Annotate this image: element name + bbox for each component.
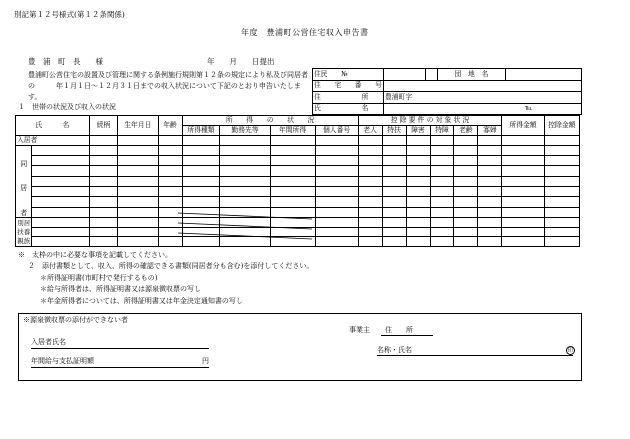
cell[interactable] bbox=[89, 237, 117, 247]
cell[interactable] bbox=[220, 218, 270, 228]
deduction-col-header: 老人 bbox=[358, 126, 382, 136]
cell[interactable] bbox=[89, 145, 117, 155]
cell[interactable] bbox=[478, 156, 502, 166]
deduction-col-header: 特扶 bbox=[382, 126, 406, 136]
cell[interactable] bbox=[406, 176, 430, 186]
cell[interactable] bbox=[454, 156, 478, 166]
employer-address-field[interactable]: 住 所 bbox=[381, 327, 433, 336]
cell[interactable] bbox=[270, 187, 315, 197]
cell[interactable] bbox=[315, 166, 358, 176]
table-row bbox=[16, 207, 580, 217]
cell[interactable] bbox=[118, 176, 159, 186]
note-bullet: ＊所得証明書(市町村で発行するもの) bbox=[40, 273, 158, 282]
cell[interactable] bbox=[220, 166, 270, 176]
note-item: ２ 添付書類として、収入、所得の確認できる書類(同居者分も含む)を添付してください。 bbox=[28, 262, 314, 271]
cell[interactable] bbox=[89, 176, 117, 186]
cell[interactable] bbox=[454, 207, 478, 217]
cell[interactable] bbox=[544, 237, 579, 247]
employer-label: 事業主 bbox=[349, 326, 370, 334]
annual-salary-label: 年間給与支払証明額 bbox=[31, 357, 94, 365]
cell[interactable] bbox=[220, 176, 270, 186]
annual-income-header: 年間所得 bbox=[270, 126, 315, 136]
cell[interactable] bbox=[406, 145, 430, 155]
cell[interactable] bbox=[406, 166, 430, 176]
cell[interactable] bbox=[382, 207, 406, 217]
cell[interactable] bbox=[32, 176, 89, 186]
cell[interactable] bbox=[358, 145, 382, 155]
employer-name-field[interactable]: 名称・氏名 bbox=[377, 347, 573, 356]
cell[interactable] bbox=[502, 197, 544, 207]
cell[interactable] bbox=[478, 176, 502, 186]
cell[interactable] bbox=[406, 187, 430, 197]
name-tel-field[interactable] bbox=[383, 103, 581, 115]
cell[interactable] bbox=[430, 145, 454, 155]
addressee: 豊 浦 町 長 様 bbox=[28, 57, 103, 66]
cell[interactable] bbox=[502, 176, 544, 186]
cell[interactable] bbox=[502, 136, 544, 146]
cell[interactable] bbox=[315, 218, 358, 228]
cell[interactable] bbox=[478, 227, 502, 237]
cell[interactable] bbox=[430, 227, 454, 237]
cell[interactable] bbox=[478, 166, 502, 176]
cell[interactable] bbox=[430, 176, 454, 186]
cell[interactable] bbox=[358, 237, 382, 247]
table-row bbox=[16, 237, 580, 247]
name-header: 氏 名 bbox=[16, 116, 90, 136]
document-title: 年度 豊浦町公営住宅収入申告書 bbox=[241, 28, 369, 37]
cell[interactable] bbox=[158, 136, 182, 146]
resident-name-field[interactable]: 入居者氏名 bbox=[31, 339, 209, 349]
table-row bbox=[16, 176, 580, 186]
table-row bbox=[16, 187, 580, 197]
house-no-label: 住 宅 番 号 bbox=[313, 80, 384, 92]
cell[interactable] bbox=[32, 156, 89, 166]
cell[interactable] bbox=[89, 227, 117, 237]
applicant-info-table bbox=[312, 68, 582, 115]
cell[interactable] bbox=[158, 237, 182, 247]
cell[interactable] bbox=[430, 197, 454, 207]
cell[interactable] bbox=[158, 207, 182, 217]
cell[interactable] bbox=[32, 227, 89, 237]
cell[interactable] bbox=[220, 197, 270, 207]
cell[interactable] bbox=[406, 237, 430, 247]
cell[interactable] bbox=[358, 176, 382, 186]
cell[interactable] bbox=[158, 145, 182, 155]
cell[interactable] bbox=[89, 136, 117, 146]
cell[interactable] bbox=[478, 237, 502, 247]
birthdate-header: 生年月日 bbox=[118, 116, 159, 136]
annual-salary-field[interactable] bbox=[31, 358, 209, 368]
cell[interactable] bbox=[478, 197, 502, 207]
cell[interactable] bbox=[32, 197, 89, 207]
cell[interactable] bbox=[502, 207, 544, 217]
cell[interactable] bbox=[270, 197, 315, 207]
cell[interactable] bbox=[358, 227, 382, 237]
cell[interactable] bbox=[430, 218, 454, 228]
cell[interactable] bbox=[544, 207, 579, 217]
cell[interactable] bbox=[220, 187, 270, 197]
cell[interactable] bbox=[182, 237, 220, 247]
cell[interactable] bbox=[502, 166, 544, 176]
house-no-field[interactable] bbox=[383, 80, 581, 92]
note-item: ※ 太枠の中に必要な事項を記載してください。 bbox=[18, 251, 172, 259]
cell[interactable] bbox=[315, 197, 358, 207]
cell[interactable] bbox=[315, 145, 358, 155]
cell[interactable] bbox=[315, 176, 358, 186]
cell[interactable] bbox=[182, 166, 220, 176]
cell[interactable] bbox=[89, 166, 117, 176]
table-row bbox=[16, 218, 580, 228]
cell[interactable] bbox=[454, 136, 478, 146]
cell[interactable] bbox=[382, 227, 406, 237]
cell[interactable] bbox=[32, 207, 89, 217]
cell[interactable] bbox=[502, 237, 544, 247]
cell[interactable] bbox=[478, 187, 502, 197]
cell[interactable] bbox=[382, 156, 406, 166]
cell[interactable] bbox=[118, 136, 159, 146]
tel-label: ℡ bbox=[524, 104, 533, 113]
cell[interactable] bbox=[158, 156, 182, 166]
cell[interactable] bbox=[454, 227, 478, 237]
cell[interactable] bbox=[270, 227, 315, 237]
cell[interactable] bbox=[454, 218, 478, 228]
cell[interactable] bbox=[270, 176, 315, 186]
cell[interactable] bbox=[358, 218, 382, 228]
intro-paragraph: 豊浦町公営住宅の設置及び管理に関する条例施行規則第１２条の規定により私及び同居者の 年１月１日〜１２月３１日までの収入状況について下記のとおり申告いたします。 bbox=[28, 71, 308, 101]
cell[interactable] bbox=[544, 227, 579, 237]
cell[interactable] bbox=[270, 166, 315, 176]
cell[interactable] bbox=[270, 237, 315, 247]
cell[interactable] bbox=[315, 136, 358, 146]
cell[interactable] bbox=[220, 207, 270, 217]
spacer-cell bbox=[425, 69, 437, 81]
cell[interactable] bbox=[89, 156, 117, 166]
cell[interactable] bbox=[158, 187, 182, 197]
deduction-col-header: 寡婦 bbox=[478, 126, 502, 136]
cell[interactable] bbox=[118, 145, 159, 155]
section-heading: １ 世帯の状況及び収入の状況 bbox=[18, 103, 116, 111]
cell[interactable] bbox=[382, 218, 406, 228]
cell[interactable] bbox=[89, 187, 117, 197]
cell[interactable] bbox=[406, 207, 430, 217]
cell[interactable] bbox=[118, 156, 159, 166]
cell[interactable] bbox=[502, 145, 544, 155]
cell[interactable] bbox=[454, 187, 478, 197]
cell[interactable] bbox=[220, 145, 270, 155]
cell[interactable] bbox=[89, 197, 117, 207]
cell[interactable] bbox=[182, 227, 220, 237]
personal-no-header: 個人番号 bbox=[315, 126, 358, 136]
cell[interactable] bbox=[430, 136, 454, 146]
dependent-label: 別居扶養親族 bbox=[16, 218, 32, 247]
table-row bbox=[16, 156, 580, 166]
cell[interactable] bbox=[382, 166, 406, 176]
cell[interactable] bbox=[182, 197, 220, 207]
cell[interactable] bbox=[220, 227, 270, 237]
cell[interactable] bbox=[478, 136, 502, 146]
cell[interactable] bbox=[89, 218, 117, 228]
cell[interactable] bbox=[454, 176, 478, 186]
cell[interactable] bbox=[406, 136, 430, 146]
complex-name-label: 団 地 名 bbox=[437, 69, 505, 81]
note-bullet: ＊給与所得者は、所得証明書又は源泉徴収票の写し bbox=[40, 285, 201, 294]
yen-unit: 円 bbox=[202, 357, 209, 365]
cell[interactable] bbox=[544, 136, 579, 146]
seal-mark: 印 bbox=[567, 348, 574, 354]
cell[interactable] bbox=[358, 136, 382, 146]
table-row bbox=[16, 197, 580, 207]
resident-no-field[interactable] bbox=[383, 69, 425, 81]
note-bullet: ＊年金所得者については、所得証明書又は年金決定通知書の写し bbox=[40, 296, 243, 305]
box-title: ※源泉徴収票の添付ができない者 bbox=[23, 316, 128, 324]
cell[interactable] bbox=[118, 187, 159, 197]
cell[interactable] bbox=[382, 176, 406, 186]
cell[interactable] bbox=[430, 187, 454, 197]
cell[interactable] bbox=[544, 176, 579, 186]
withholding-absent-box bbox=[18, 313, 582, 381]
cell[interactable] bbox=[358, 166, 382, 176]
form-number: 別記第１２号様式(第１２条関係) bbox=[14, 10, 125, 19]
cell[interactable] bbox=[118, 197, 159, 207]
cell[interactable] bbox=[478, 207, 502, 217]
cell[interactable] bbox=[315, 207, 358, 217]
cell[interactable] bbox=[270, 145, 315, 155]
cell[interactable] bbox=[502, 156, 544, 166]
cell[interactable] bbox=[270, 207, 315, 217]
cell[interactable] bbox=[454, 145, 478, 155]
cohabitant-label: 同 居 者 bbox=[16, 145, 32, 217]
cell[interactable] bbox=[454, 197, 478, 207]
submission-date[interactable]: 年 月 日提出 bbox=[207, 57, 275, 66]
cell[interactable] bbox=[454, 166, 478, 176]
table-row bbox=[16, 136, 580, 146]
table-row bbox=[16, 227, 580, 237]
cell[interactable] bbox=[544, 166, 579, 176]
cell[interactable] bbox=[182, 176, 220, 186]
cell[interactable] bbox=[406, 227, 430, 237]
cell[interactable] bbox=[315, 227, 358, 237]
relation-header: 続柄 bbox=[89, 116, 117, 136]
income-amount-header: 所得金額 bbox=[502, 116, 544, 136]
cell[interactable] bbox=[406, 218, 430, 228]
cell[interactable] bbox=[502, 187, 544, 197]
cell[interactable] bbox=[502, 218, 544, 228]
table-row bbox=[16, 166, 580, 176]
deduction-col-header: 特障 bbox=[430, 126, 454, 136]
cell[interactable] bbox=[454, 237, 478, 247]
cell[interactable] bbox=[270, 136, 315, 146]
cell[interactable] bbox=[32, 187, 89, 197]
cell[interactable] bbox=[544, 197, 579, 207]
cell[interactable] bbox=[32, 237, 89, 247]
cell[interactable] bbox=[382, 136, 406, 146]
resident-no-label: 住民 № bbox=[313, 69, 384, 81]
cell[interactable] bbox=[32, 218, 89, 228]
complex-name-field[interactable] bbox=[505, 69, 581, 81]
cell[interactable] bbox=[32, 166, 89, 176]
cell[interactable] bbox=[430, 156, 454, 166]
income-status-header: 所 得 の 状 況 bbox=[182, 116, 358, 126]
cell[interactable] bbox=[315, 237, 358, 247]
cell[interactable] bbox=[89, 207, 117, 217]
cell[interactable] bbox=[430, 207, 454, 217]
workplace-header: 勤務先等 bbox=[220, 126, 270, 136]
cell[interactable] bbox=[118, 237, 159, 247]
cell[interactable] bbox=[182, 156, 220, 166]
cell[interactable] bbox=[32, 145, 89, 155]
cell[interactable] bbox=[270, 156, 315, 166]
income-type-header: 所得種類 bbox=[182, 126, 220, 136]
cell[interactable] bbox=[382, 187, 406, 197]
cell[interactable] bbox=[358, 187, 382, 197]
age-header: 年齢 bbox=[158, 116, 182, 136]
cell[interactable] bbox=[220, 156, 270, 166]
cell[interactable] bbox=[544, 156, 579, 166]
cell[interactable] bbox=[158, 218, 182, 228]
cell[interactable] bbox=[182, 207, 220, 217]
cell[interactable] bbox=[382, 237, 406, 247]
cell[interactable] bbox=[315, 187, 358, 197]
cell[interactable] bbox=[358, 197, 382, 207]
cell[interactable] bbox=[182, 187, 220, 197]
cell[interactable] bbox=[382, 145, 406, 155]
cell[interactable] bbox=[182, 136, 220, 146]
deduction-header: 控 除 要 件 の 対 象 状 況 bbox=[358, 116, 502, 126]
cell[interactable] bbox=[544, 145, 579, 155]
name-label: 氏 名 bbox=[313, 103, 384, 115]
cell[interactable] bbox=[430, 166, 454, 176]
table-row bbox=[16, 145, 580, 155]
cell[interactable] bbox=[502, 227, 544, 237]
cell[interactable] bbox=[220, 237, 270, 247]
deduction-col-header: 老齢 bbox=[454, 126, 478, 136]
cell[interactable] bbox=[118, 166, 159, 176]
cell[interactable] bbox=[118, 218, 159, 228]
cell[interactable] bbox=[270, 218, 315, 228]
cell[interactable] bbox=[358, 156, 382, 166]
cell[interactable] bbox=[182, 145, 220, 155]
cell[interactable] bbox=[158, 227, 182, 237]
address-field[interactable]: 豊浦町字 bbox=[383, 92, 581, 104]
deduction-amount-header: 控除金額 bbox=[544, 116, 579, 136]
cell[interactable] bbox=[118, 227, 159, 237]
cell[interactable] bbox=[158, 166, 182, 176]
cell[interactable] bbox=[158, 176, 182, 186]
cell[interactable] bbox=[478, 218, 502, 228]
cell[interactable] bbox=[430, 237, 454, 247]
notes-section bbox=[18, 250, 313, 307]
cell[interactable] bbox=[182, 218, 220, 228]
cell[interactable] bbox=[406, 197, 430, 207]
cell[interactable] bbox=[544, 187, 579, 197]
cell[interactable] bbox=[544, 218, 579, 228]
deduction-col-header: 障害 bbox=[406, 126, 430, 136]
cell[interactable] bbox=[358, 207, 382, 217]
cell[interactable] bbox=[478, 145, 502, 155]
resident-label: 入居者 bbox=[16, 136, 90, 146]
cell[interactable] bbox=[158, 197, 182, 207]
household-income-table bbox=[15, 115, 580, 247]
cell[interactable] bbox=[382, 197, 406, 207]
address-label: 住 所 bbox=[313, 92, 384, 104]
cell[interactable] bbox=[220, 136, 270, 146]
cell[interactable] bbox=[406, 156, 430, 166]
cell[interactable] bbox=[315, 156, 358, 166]
cell[interactable] bbox=[118, 207, 159, 217]
